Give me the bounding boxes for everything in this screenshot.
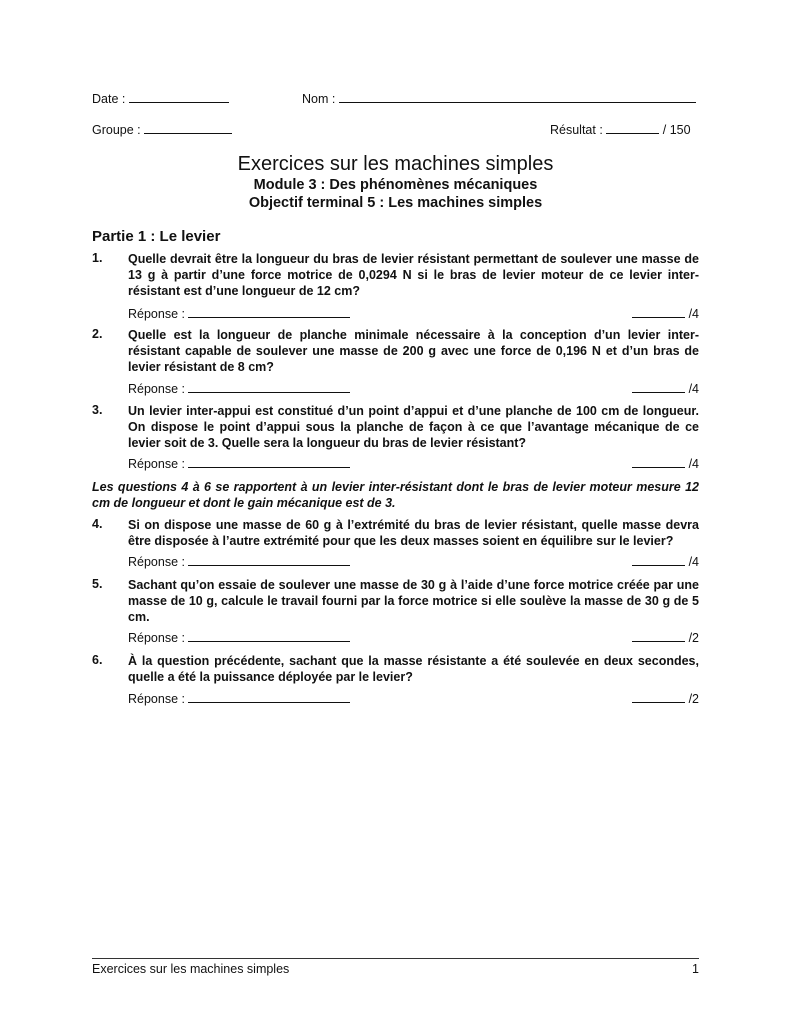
result-label: Résultat : (550, 123, 603, 137)
name-field[interactable] (302, 91, 696, 106)
question-4 (92, 517, 699, 549)
name-blank[interactable] (339, 91, 696, 103)
answer-row-3 (128, 456, 699, 472)
section-heading: Partie 1 : Le levier (92, 228, 221, 245)
answer-blank[interactable] (188, 691, 350, 703)
question-5 (92, 577, 699, 625)
question-number: 2. (92, 327, 103, 341)
points: /2 (688, 631, 699, 645)
score-blank[interactable] (632, 306, 685, 318)
question-number: 4. (92, 517, 103, 531)
answer-blank[interactable] (188, 554, 350, 566)
question-2 (92, 327, 699, 375)
answer-label: Réponse : (128, 692, 185, 706)
group-blank[interactable] (144, 122, 232, 134)
answer-label: Réponse : (128, 307, 185, 321)
question-text: À la question précédente, sachant que la masse résistante a été soulevée en deux secondes, quelle a été la puissance déployée par le levier? (128, 654, 699, 684)
footer-divider (92, 958, 699, 959)
answer-row-2 (128, 381, 699, 397)
result-field[interactable] (550, 122, 691, 137)
answer-row-1 (128, 306, 699, 322)
page-title: Exercices sur les machines simples (237, 153, 554, 175)
question-1 (92, 251, 699, 299)
result-blank[interactable] (606, 122, 659, 134)
score-blank[interactable] (632, 630, 685, 642)
name-label: Nom : (302, 92, 336, 106)
group-field[interactable] (92, 122, 232, 137)
points: /4 (688, 382, 699, 396)
question-text: Un levier inter-appui est constitué d’un point d’appui et d’une planche de 100 cm de longueur. On dispose le point d’appui sous la planche de façon à ce que l’avantage mécanique de ce levier soit de 3. Quelle sera la longueur du bras de levier résistant? (128, 404, 699, 450)
answer-label: Réponse : (128, 382, 185, 396)
points: /4 (688, 457, 699, 471)
question-number: 6. (92, 653, 103, 667)
result-total: / 150 (662, 123, 691, 137)
answer-row-6 (128, 691, 699, 707)
score-blank[interactable] (632, 456, 685, 468)
answer-blank[interactable] (188, 381, 350, 393)
points: /4 (688, 307, 699, 321)
footer-title: Exercices sur les machines simples (92, 962, 290, 976)
answer-blank[interactable] (188, 630, 350, 642)
answer-blank[interactable] (188, 306, 350, 318)
question-3 (92, 403, 699, 451)
question-text: Si on dispose une masse de 60 g à l’extrémité du bras de levier résistant, quelle masse devra être disposée à l’autre extrémité pour que les deux masses soient en équilibre sur le levier? (128, 518, 699, 548)
question-number: 5. (92, 577, 103, 591)
date-blank[interactable] (129, 91, 229, 103)
question-number: 1. (92, 251, 103, 265)
question-text: Quelle devrait être la longueur du bras de levier résistant permettant de soulever une masse de 13 g à partir d’une force motrice de 0,0294 N si le bras de levier moteur de ce levier inter-résistant est d’une longueur de 12 cm? (128, 252, 699, 298)
score-blank[interactable] (632, 381, 685, 393)
answer-row-5 (128, 630, 699, 646)
date-field[interactable] (92, 91, 229, 106)
question-number: 3. (92, 403, 103, 417)
answer-label: Réponse : (128, 457, 185, 471)
answer-row-4 (128, 554, 699, 570)
points: /4 (688, 555, 699, 569)
module-subtitle: Module 3 : Des phénomènes mécaniques (253, 177, 538, 193)
answer-blank[interactable] (188, 456, 350, 468)
question-text: Quelle est la longueur de planche minimale nécessaire à la conception d’un levier inter-résistant capable de soulever une masse de 200 g avec une force de 0,196 N et d’un bras de levier résistant de 8 cm? (128, 328, 699, 374)
page-number: 1 (692, 962, 699, 976)
group-label: Groupe : (92, 123, 141, 137)
question-text: Sachant qu’on essaie de soulever une masse de 30 g à l’aide d’une force motrice créée par une masse de 10 g, calcule le travail fourni par la force motrice si elle soulève la masse de 30 g de 5 cm. (128, 578, 699, 624)
score-blank[interactable] (632, 691, 685, 703)
objective-subtitle: Objectif terminal 5 : Les machines simples (248, 195, 543, 211)
instruction-note: Les questions 4 à 6 se rapportent à un levier inter-résistant dont le bras de levier moteur mesure 12 cm de longueur et dont le gain mécanique est de 3. (92, 480, 699, 510)
question-6 (92, 653, 699, 685)
answer-label: Réponse : (128, 555, 185, 569)
answer-label: Réponse : (128, 631, 185, 645)
points: /2 (688, 692, 699, 706)
date-label: Date : (92, 92, 126, 106)
score-blank[interactable] (632, 554, 685, 566)
